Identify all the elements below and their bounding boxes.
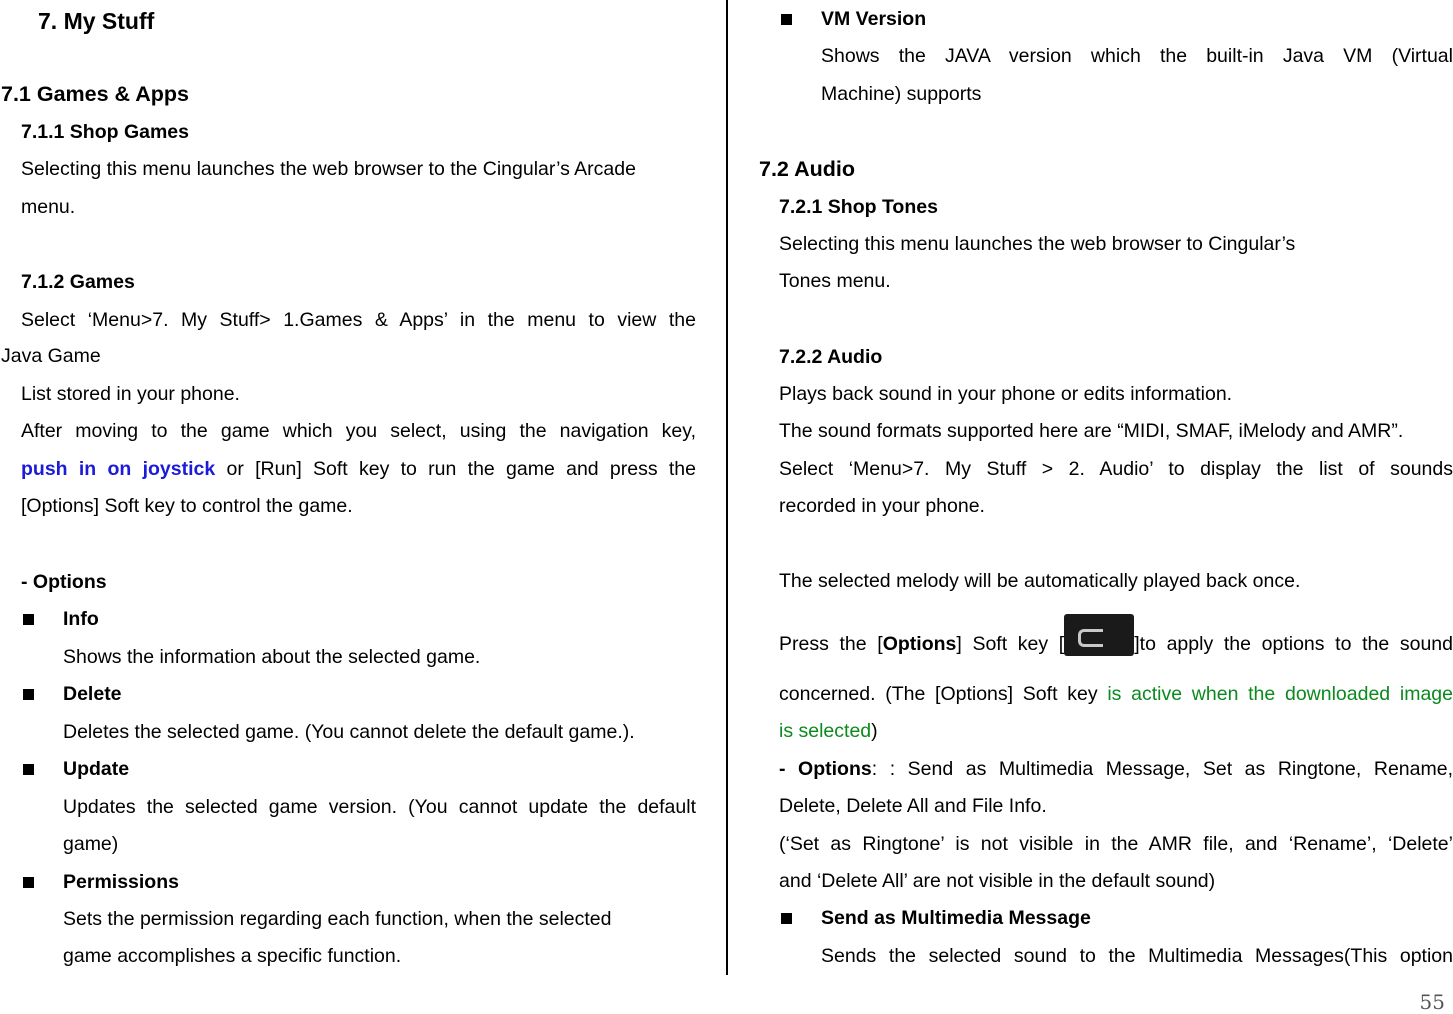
games-body-line3: List stored in your phone. bbox=[21, 383, 240, 405]
selected-green-text: is selected bbox=[779, 720, 872, 742]
audio-body-line5: The selected melody will be automatically played back once. bbox=[779, 570, 1301, 592]
concerned-green-text: is active when the downloaded image bbox=[1107, 683, 1453, 705]
audio-body-line2: The sound formats supported here are “MIDI, SMAF, iMelody and AMR”. bbox=[779, 420, 1404, 442]
audio-body-line4: recorded in your phone. bbox=[779, 495, 985, 517]
audio-options-label: - Options bbox=[779, 758, 872, 780]
press-options-text-d: ]to apply the options to the sound bbox=[1134, 633, 1453, 655]
bullet-square-icon bbox=[23, 614, 34, 625]
subsection-title-audio: 7.2.2 Audio bbox=[779, 346, 883, 368]
option-permissions-title: Permissions bbox=[63, 871, 179, 893]
option-info-title: Info bbox=[63, 608, 99, 630]
option-update-title: Update bbox=[63, 758, 130, 780]
subsection-title-games: 7.1.2 Games bbox=[21, 271, 135, 293]
bullet-square-icon bbox=[23, 689, 34, 700]
press-options-line bbox=[779, 614, 1453, 666]
option-permissions-desc-line1: Sets the permission regarding each function, when the selected bbox=[63, 908, 612, 930]
audio-body-line3: Select ‘Menu>7. My Stuff > 2. Audio’ to display the list of sounds bbox=[779, 458, 1453, 480]
chapter-title: 7. My Stuff bbox=[38, 8, 155, 34]
games-body-line6: [Options] Soft key to control the game. bbox=[21, 495, 353, 517]
press-options-text-b: Options bbox=[882, 633, 957, 655]
send-mms-desc: Sends the selected sound to the Multimedia Messages(This option bbox=[821, 945, 1453, 967]
subsection-title-shop-tones: 7.2.1 Shop Tones bbox=[779, 196, 938, 218]
send-mms-title: Send as Multimedia Message bbox=[821, 907, 1091, 929]
option-permissions-desc-line2: game accomplishes a specific function. bbox=[63, 945, 402, 967]
option-delete-desc: Deletes the selected game. (You cannot delete the default game.). bbox=[63, 721, 635, 743]
audio-body-line1: Plays back sound in your phone or edits information. bbox=[779, 383, 1233, 405]
options-heading: - Options bbox=[21, 571, 107, 593]
concerned-line bbox=[779, 682, 1453, 706]
games-body-line2: Java Game bbox=[1, 345, 101, 367]
audio-options-line2: Delete, Delete All and File Info. bbox=[779, 795, 1047, 817]
subsection-title-shop-games: 7.1.1 Shop Games bbox=[21, 121, 189, 143]
audio-note-line1: (‘Set as Ringtone’ is not visible in the AMR file, and ‘Rename’, ‘Delete’ bbox=[779, 833, 1453, 855]
selected-line bbox=[779, 719, 878, 743]
vm-version-desc-line2: Machine) supports bbox=[821, 83, 982, 105]
vm-version-desc-line1: Shows the JAVA version which the built-in Java VM (Virtual bbox=[821, 45, 1453, 67]
games-body-line1: Select ‘Menu>7. My Stuff> 1.Games & Apps’ in the menu to view the bbox=[21, 309, 696, 331]
audio-options-list: : : Send as Multimedia Message, Set as Ringtone, Rename, bbox=[871, 758, 1453, 780]
concerned-text: concerned. (The [Options] Soft key bbox=[779, 683, 1108, 705]
option-update-desc-line2: game) bbox=[63, 833, 119, 855]
section-title-games-apps: 7.1 Games & Apps bbox=[1, 82, 189, 106]
press-options-text-a: Press the [ bbox=[779, 633, 883, 655]
audio-note-line2: and ‘Delete All’ are not visible in the default sound) bbox=[779, 870, 1216, 892]
section-title-audio: 7.2 Audio bbox=[759, 157, 855, 181]
press-options-text-c: ] Soft key [ bbox=[956, 633, 1065, 655]
bullet-square-icon bbox=[781, 913, 792, 924]
games-body-line5 bbox=[21, 457, 696, 481]
vm-version-title: VM Version bbox=[821, 8, 927, 30]
bullet-square-icon bbox=[781, 14, 792, 25]
bullet-square-icon bbox=[23, 764, 34, 775]
games-body-line5-rest: or [Run] Soft key to run the game and press the bbox=[215, 458, 697, 480]
games-body-line4: After moving to the game which you select, using the navigation key, bbox=[21, 420, 696, 442]
column-divider bbox=[726, 0, 728, 975]
shop-games-body-line1: Selecting this menu launches the web browser to the Cingular’s Arcade bbox=[21, 158, 636, 180]
selected-close-paren: ) bbox=[871, 720, 878, 742]
audio-options-line1 bbox=[779, 757, 1453, 781]
option-update-desc-line1: Updates the selected game version. (You cannot update the default bbox=[63, 796, 696, 818]
option-delete-title: Delete bbox=[63, 683, 122, 705]
shop-games-body-line2: menu. bbox=[21, 196, 76, 218]
shop-tones-body-line1: Selecting this menu launches the web browser to Cingular’s bbox=[779, 233, 1296, 255]
option-info-desc: Shows the information about the selected game. bbox=[63, 646, 481, 668]
bullet-square-icon bbox=[23, 877, 34, 888]
page-number: 55 bbox=[1419, 990, 1445, 1014]
joystick-highlight: push in on joystick bbox=[21, 458, 216, 480]
shop-tones-body-line2: Tones menu. bbox=[779, 270, 891, 292]
soft-key-icon bbox=[1064, 614, 1134, 656]
